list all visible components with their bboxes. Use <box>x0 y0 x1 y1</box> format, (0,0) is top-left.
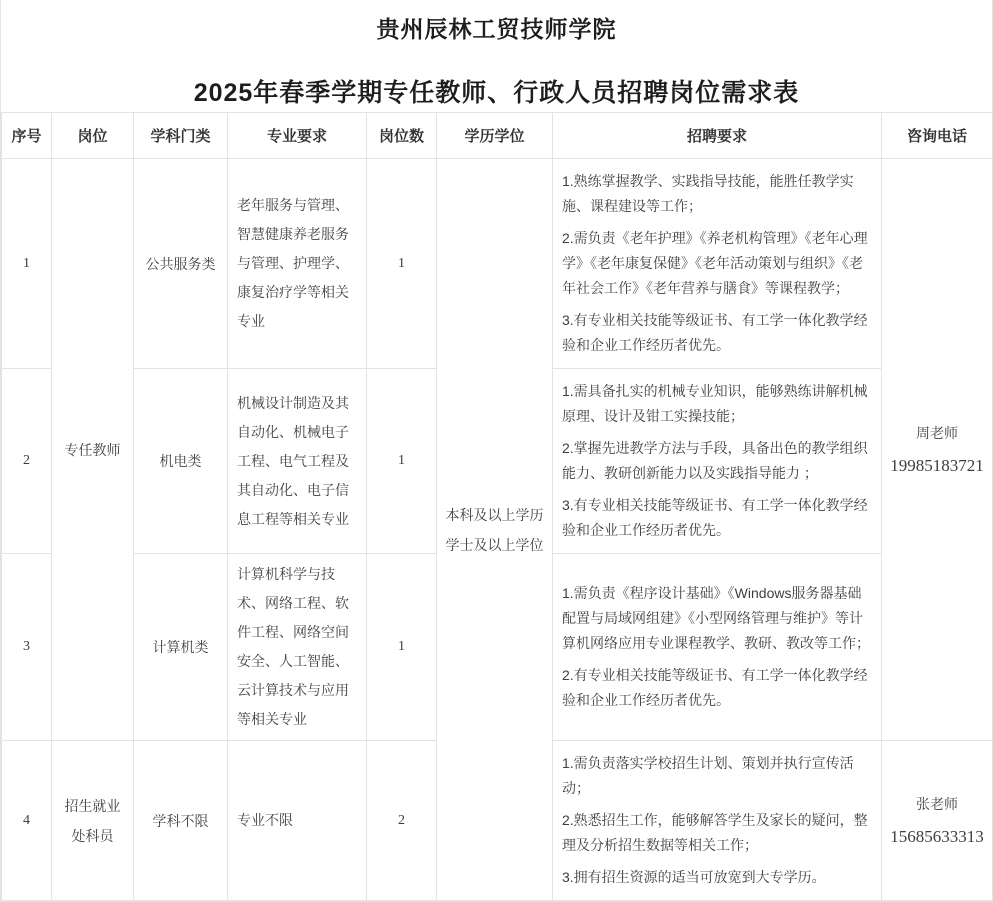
header-count: 岗位数 <box>367 113 437 159</box>
category-cell: 机电类 <box>134 369 228 554</box>
header-position: 岗位 <box>52 113 134 159</box>
serial-cell: 3 <box>2 554 52 741</box>
category-cell: 学科不限 <box>134 741 228 901</box>
serial-cell: 1 <box>2 159 52 369</box>
contact-cell-teacher <box>882 159 993 741</box>
requirements-cell: 1.需具备扎实的机械专业知识，能够熟练讲解机械原理、设计及钳工实操技能； 2.掌握先进教学方法与手段，具备出色的教学组织能力、教研创新能力以及实践指导能力 ； 3.有专业相关技能等级证书、有工学一体化教学经验和企业工作经历者优先。 <box>553 369 882 554</box>
table-row-1 <box>2 159 993 369</box>
contact-phone: 15685633313 <box>890 827 984 846</box>
requirements-cell: 1.需负责《程序设计基础》《Windows服务器基础配置与局域网组建》《小型网络管理与维护》等计算机网络应用专业课程教学、教研、教改等工作； 2.有专业相关技能等级证书、有工学一体化教学经验和企业工作经历者优先。 <box>553 554 882 741</box>
position-cell-admin: 招生就业处科员 <box>52 741 134 901</box>
requirements-cell: 1.需负责落实学校招生计划、策划并执行宣传活动； 2.熟悉招生工作，能够解答学生及家长的疑问，整理及分析招生数据等相关工作； 3.拥有招生资源的适当可放宽到大专学历。 <box>553 741 882 901</box>
header-category: 学科门类 <box>134 113 228 159</box>
category-cell: 计算机类 <box>134 554 228 741</box>
major-cell: 专业不限 <box>228 741 367 901</box>
category-cell: 公共服务类 <box>134 159 228 369</box>
document-subtitle: 2025年春季学期专任教师、行政人员招聘岗位需求表 <box>193 79 800 107</box>
major-cell: 计算机科学与技术、网络工程、软件工程、网络空间安全、人工智能、云计算技术与应用等相关专业 <box>228 554 367 741</box>
contact-cell-admin <box>882 741 993 901</box>
count-cell: 2 <box>367 741 437 901</box>
education-cell: 本科及以上学历 学士及以上学位 <box>437 159 553 901</box>
header-major: 专业要求 <box>228 113 367 159</box>
serial-cell: 4 <box>2 741 52 901</box>
header-contact: 咨询电话 <box>882 113 993 159</box>
title-block <box>1 0 992 112</box>
count-cell: 1 <box>367 159 437 369</box>
header-education: 学历学位 <box>437 113 553 159</box>
document-title: 贵州辰林工贸技师学院 <box>376 16 617 42</box>
requirements-cell: 1.熟练掌握教学、实践指导技能，能胜任教学实施、课程建设等工作； 2.需负责《老年护理》《养老机构管理》《老年心理学》《老年康复保健》《老年活动策划与组织》《老年社会工作》《老年营养与膳食》等课程教学； 3.有专业相关技能等级证书、有工学一体化教学经验和企业工作经历者优先。 <box>553 159 882 369</box>
contact-phone: 19985183721 <box>890 456 984 475</box>
position-cell-teacher: 专任教师 <box>52 159 134 741</box>
major-cell: 机械设计制造及其自动化、机械电子工程、电气工程及其自动化、电子信息工程等相关专业 <box>228 369 367 554</box>
header-row <box>2 113 993 159</box>
count-cell: 1 <box>367 554 437 741</box>
count-cell: 1 <box>367 369 437 554</box>
serial-cell: 2 <box>2 369 52 554</box>
header-requirements: 招聘要求 <box>553 113 882 159</box>
recruitment-table <box>1 112 993 901</box>
major-cell: 老年服务与管理、智慧健康养老服务与管理、护理学、康复治疗学等相关专业 <box>228 159 367 369</box>
contact-name: 周老师 <box>916 425 958 441</box>
contact-name: 张老师 <box>916 796 958 812</box>
header-serial: 序号 <box>2 113 52 159</box>
